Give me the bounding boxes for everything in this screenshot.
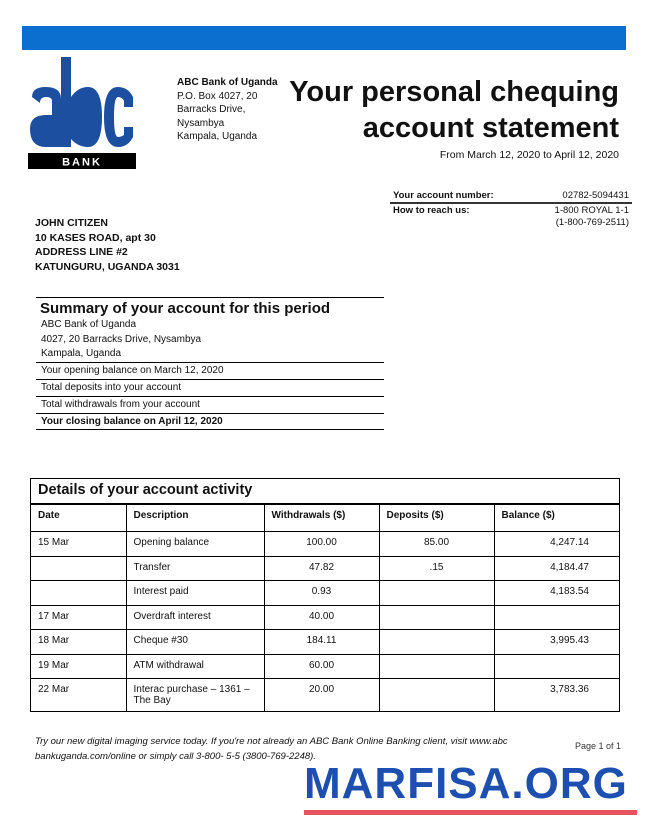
watermark-underline xyxy=(304,810,637,815)
title-line: Your personal chequing xyxy=(289,76,619,108)
customer-address-line: ADDRESS LINE #2 xyxy=(35,246,128,258)
deposit-cell xyxy=(379,581,494,606)
column-header: Date xyxy=(31,505,126,532)
balance-cell xyxy=(494,654,619,679)
balance-cell: 4,184.47 xyxy=(494,556,619,581)
table-row xyxy=(31,605,619,630)
address-line: Nysambya xyxy=(177,117,225,129)
column-header: Balance ($) xyxy=(494,505,619,532)
phone: 1-800 ROYAL 1-1 xyxy=(554,205,629,216)
balance-cell: 3,783.36 xyxy=(494,679,619,712)
summary-address-line: 4027, 20 Barracks Drive, Nysambya xyxy=(41,333,202,345)
summary-row: Total deposits into your account xyxy=(36,379,384,396)
statement-period: From March 12, 2020 to April 12, 2020 xyxy=(439,149,619,161)
abc-bank-logo xyxy=(28,57,136,169)
summary-row: Your opening balance on March 12, 2020 xyxy=(36,362,384,379)
table-row xyxy=(31,556,619,581)
deposit-cell: .15 xyxy=(379,556,494,581)
bank-address xyxy=(177,76,278,144)
table-row xyxy=(31,654,619,679)
customer-address xyxy=(35,216,180,274)
balance-cell: 3,995.43 xyxy=(494,630,619,655)
withdrawal-cell: 40.00 xyxy=(264,605,379,630)
column-header: Withdrawals ($) xyxy=(264,505,379,532)
date-cell xyxy=(31,581,126,606)
deposit-cell xyxy=(379,679,494,712)
column-header: Deposits ($) xyxy=(379,505,494,532)
description-cell: Transfer xyxy=(126,556,264,581)
description-cell: Interac purchase – 1361 – The Bay xyxy=(126,679,264,712)
deposit-cell xyxy=(379,630,494,655)
date-cell: 17 Mar xyxy=(31,605,126,630)
balance-cell: 4,247.14 xyxy=(494,532,619,557)
account-number-label: Your account number: xyxy=(393,190,494,201)
customer-address-line: KATUNGURU, UGANDA 3031 xyxy=(35,260,180,273)
description-cell: Cheque #30 xyxy=(126,630,264,655)
summary-row: Total withdrawals from your account xyxy=(36,396,384,413)
watermark: MARFISA.ORG xyxy=(304,759,628,808)
balance-cell xyxy=(494,605,619,630)
account-summary xyxy=(36,297,384,430)
date-cell: 18 Mar xyxy=(31,630,126,655)
summary-address-line: ABC Bank of Uganda xyxy=(41,319,137,330)
account-number: 02782-5094431 xyxy=(562,190,629,201)
deposit-cell xyxy=(379,605,494,630)
title-line: account statement xyxy=(362,112,619,144)
table-row xyxy=(31,630,619,655)
withdrawal-cell: 100.00 xyxy=(264,532,379,557)
statement-title xyxy=(289,74,619,146)
withdrawal-cell: 60.00 xyxy=(264,654,379,679)
customer-name: JOHN CITIZEN xyxy=(35,217,108,229)
date-cell: 15 Mar xyxy=(31,532,126,557)
page-number: Page 1 of 1 xyxy=(574,741,621,751)
withdrawal-cell: 47.82 xyxy=(264,556,379,581)
reach-label: How to reach us: xyxy=(393,205,470,216)
description-cell: Interest paid xyxy=(126,581,264,606)
table-row xyxy=(31,532,619,557)
date-cell: 19 Mar xyxy=(31,654,126,679)
summary-closing-row: Your closing balance on April 12, 2020 xyxy=(36,413,384,430)
address-line: Kampala, Uganda xyxy=(177,131,258,142)
account-activity xyxy=(30,478,620,712)
description-cell: ATM withdrawal xyxy=(126,654,264,679)
bank-name: ABC Bank of Uganda xyxy=(177,77,278,88)
withdrawal-cell: 184.11 xyxy=(264,630,379,655)
summary-address-line: Kampala, Uganda xyxy=(41,348,122,359)
summary-title: Summary of your account for this period xyxy=(36,297,384,318)
address-line: Barracks Drive, xyxy=(177,104,246,115)
date-cell: 22 Mar xyxy=(31,679,126,712)
header-row xyxy=(31,505,619,532)
table-row xyxy=(31,581,619,606)
deposit-cell: 85.00 xyxy=(379,532,494,557)
column-header: Description xyxy=(126,505,264,532)
description-cell: Overdraft interest xyxy=(126,605,264,630)
deposit-cell xyxy=(379,654,494,679)
customer-address-line: 10 KASES ROAD, apt 30 xyxy=(35,231,156,244)
balance-cell: 4,183.54 xyxy=(494,581,619,606)
withdrawal-cell: 20.00 xyxy=(264,679,379,712)
address-line: P.O. Box 4027, 20 xyxy=(177,90,258,102)
svg-text:BANK: BANK xyxy=(62,156,102,169)
activity-table xyxy=(31,504,619,711)
activity-title: Details of your account activity xyxy=(31,479,619,504)
footer-note: Try our new digital imaging service today. If you're not already an ABC Bank Online Banking client, visit www.abc bankuganda.com/online or simply call 3-800- 5-5 (3800-769-2248). xyxy=(35,736,508,762)
description-cell: Opening balance xyxy=(126,532,264,557)
account-info xyxy=(390,189,632,228)
date-cell xyxy=(31,556,126,581)
phone-alt: (1-800-769-2511) xyxy=(555,217,629,228)
table-row xyxy=(31,679,619,712)
header-bar xyxy=(22,26,626,50)
withdrawal-cell: 0.93 xyxy=(264,581,379,606)
